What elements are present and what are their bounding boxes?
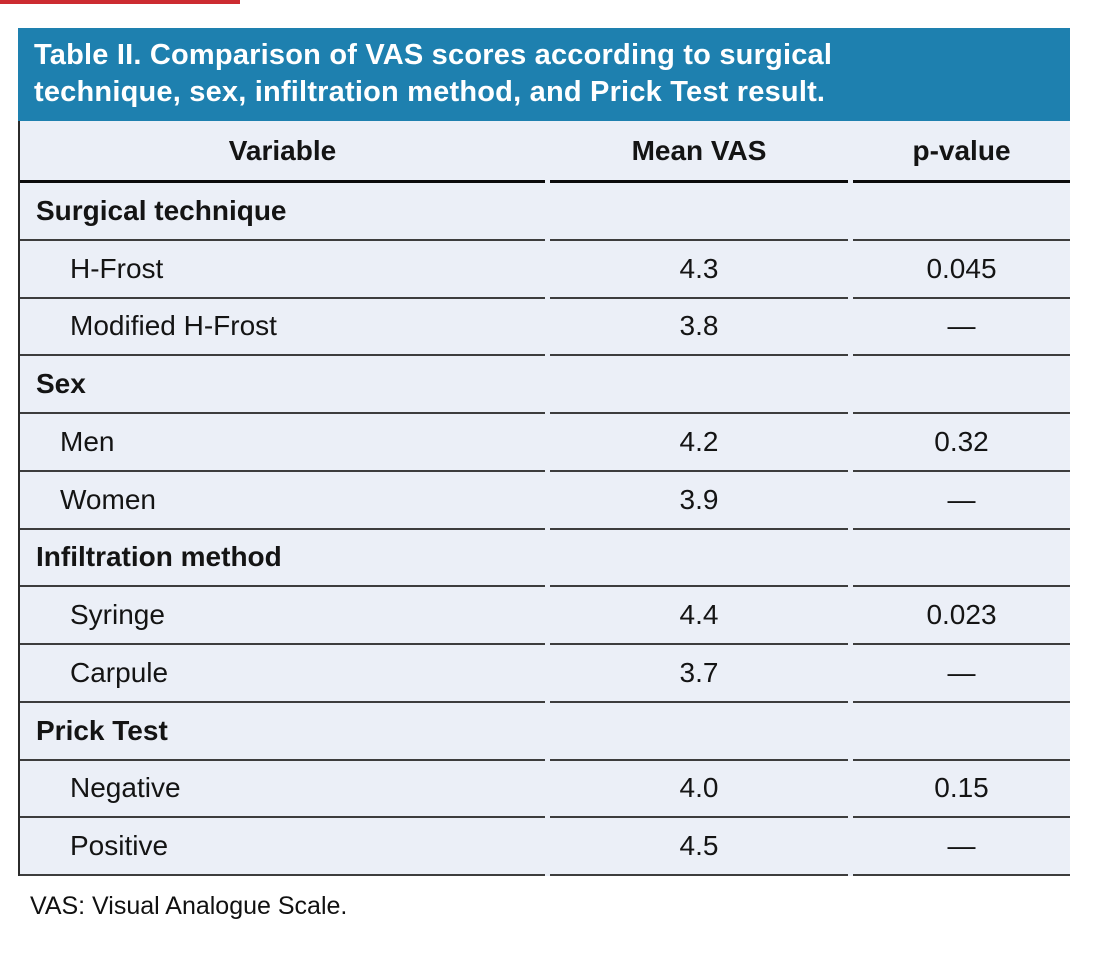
- section-label: Sex: [20, 356, 545, 414]
- column-header-variable: Variable: [20, 121, 545, 183]
- table-title-line-1: Table II. Comparison of VAS scores according to surgical: [34, 39, 833, 71]
- table-row-modified-h-frost: [20, 299, 1070, 357]
- section-label: Surgical technique: [20, 183, 545, 241]
- mean-vas-value: 4.4: [550, 587, 848, 645]
- section-header-row-prick-test: [20, 703, 1070, 761]
- table-row-h-frost: [20, 241, 1070, 299]
- vas-comparison-table: [18, 28, 1070, 921]
- column-header-p-value: p-value: [853, 121, 1070, 183]
- empty-cell: [853, 356, 1070, 414]
- row-label: Syringe: [20, 587, 545, 645]
- table-row-positive: [20, 818, 1070, 876]
- mean-vas-value: 4.2: [550, 414, 848, 472]
- column-header-row: [20, 121, 1070, 183]
- table-row-carpule: [20, 645, 1070, 703]
- row-label: Modified H-Frost: [20, 299, 545, 357]
- mean-vas-value: 4.3: [550, 241, 848, 299]
- mean-vas-value: 4.0: [550, 761, 848, 819]
- table-row-men: [20, 414, 1070, 472]
- section-label: Prick Test: [20, 703, 545, 761]
- mean-vas-value: 3.7: [550, 645, 848, 703]
- empty-cell: [550, 530, 848, 588]
- empty-cell: [853, 530, 1070, 588]
- empty-cell: [550, 356, 848, 414]
- p-value: —: [853, 818, 1070, 876]
- p-value: 0.023: [853, 587, 1070, 645]
- table-row-negative: [20, 761, 1070, 819]
- row-label: Carpule: [20, 645, 545, 703]
- mean-vas-value: 3.8: [550, 299, 848, 357]
- p-value: —: [853, 472, 1070, 530]
- empty-cell: [550, 703, 848, 761]
- section-header-row-surgical-technique: [20, 183, 1070, 241]
- empty-cell: [853, 183, 1070, 241]
- empty-cell: [550, 183, 848, 241]
- row-label: Men: [20, 414, 545, 472]
- p-value: —: [853, 299, 1070, 357]
- p-value: 0.32: [853, 414, 1070, 472]
- table-title-bar: [18, 28, 1070, 121]
- row-label: H-Frost: [20, 241, 545, 299]
- table-body: [18, 121, 1070, 876]
- table-title-line-2: technique, sex, infiltration method, and Prick Test result.: [34, 76, 826, 108]
- table-row-syringe: [20, 587, 1070, 645]
- row-label: Positive: [20, 818, 545, 876]
- page-edge-red-line: [0, 0, 240, 4]
- section-header-row-infiltration-method: [20, 530, 1070, 588]
- table-row-women: [20, 472, 1070, 530]
- p-value: 0.15: [853, 761, 1070, 819]
- p-value: 0.045: [853, 241, 1070, 299]
- table-footnote: VAS: Visual Analogue Scale.: [30, 892, 348, 920]
- section-label: Infiltration method: [20, 530, 545, 588]
- row-label: Negative: [20, 761, 545, 819]
- row-label: Women: [20, 472, 545, 530]
- p-value: —: [853, 645, 1070, 703]
- column-header-mean-vas: Mean VAS: [550, 121, 848, 183]
- mean-vas-value: 3.9: [550, 472, 848, 530]
- section-header-row-sex: [20, 356, 1070, 414]
- empty-cell: [853, 703, 1070, 761]
- mean-vas-value: 4.5: [550, 818, 848, 876]
